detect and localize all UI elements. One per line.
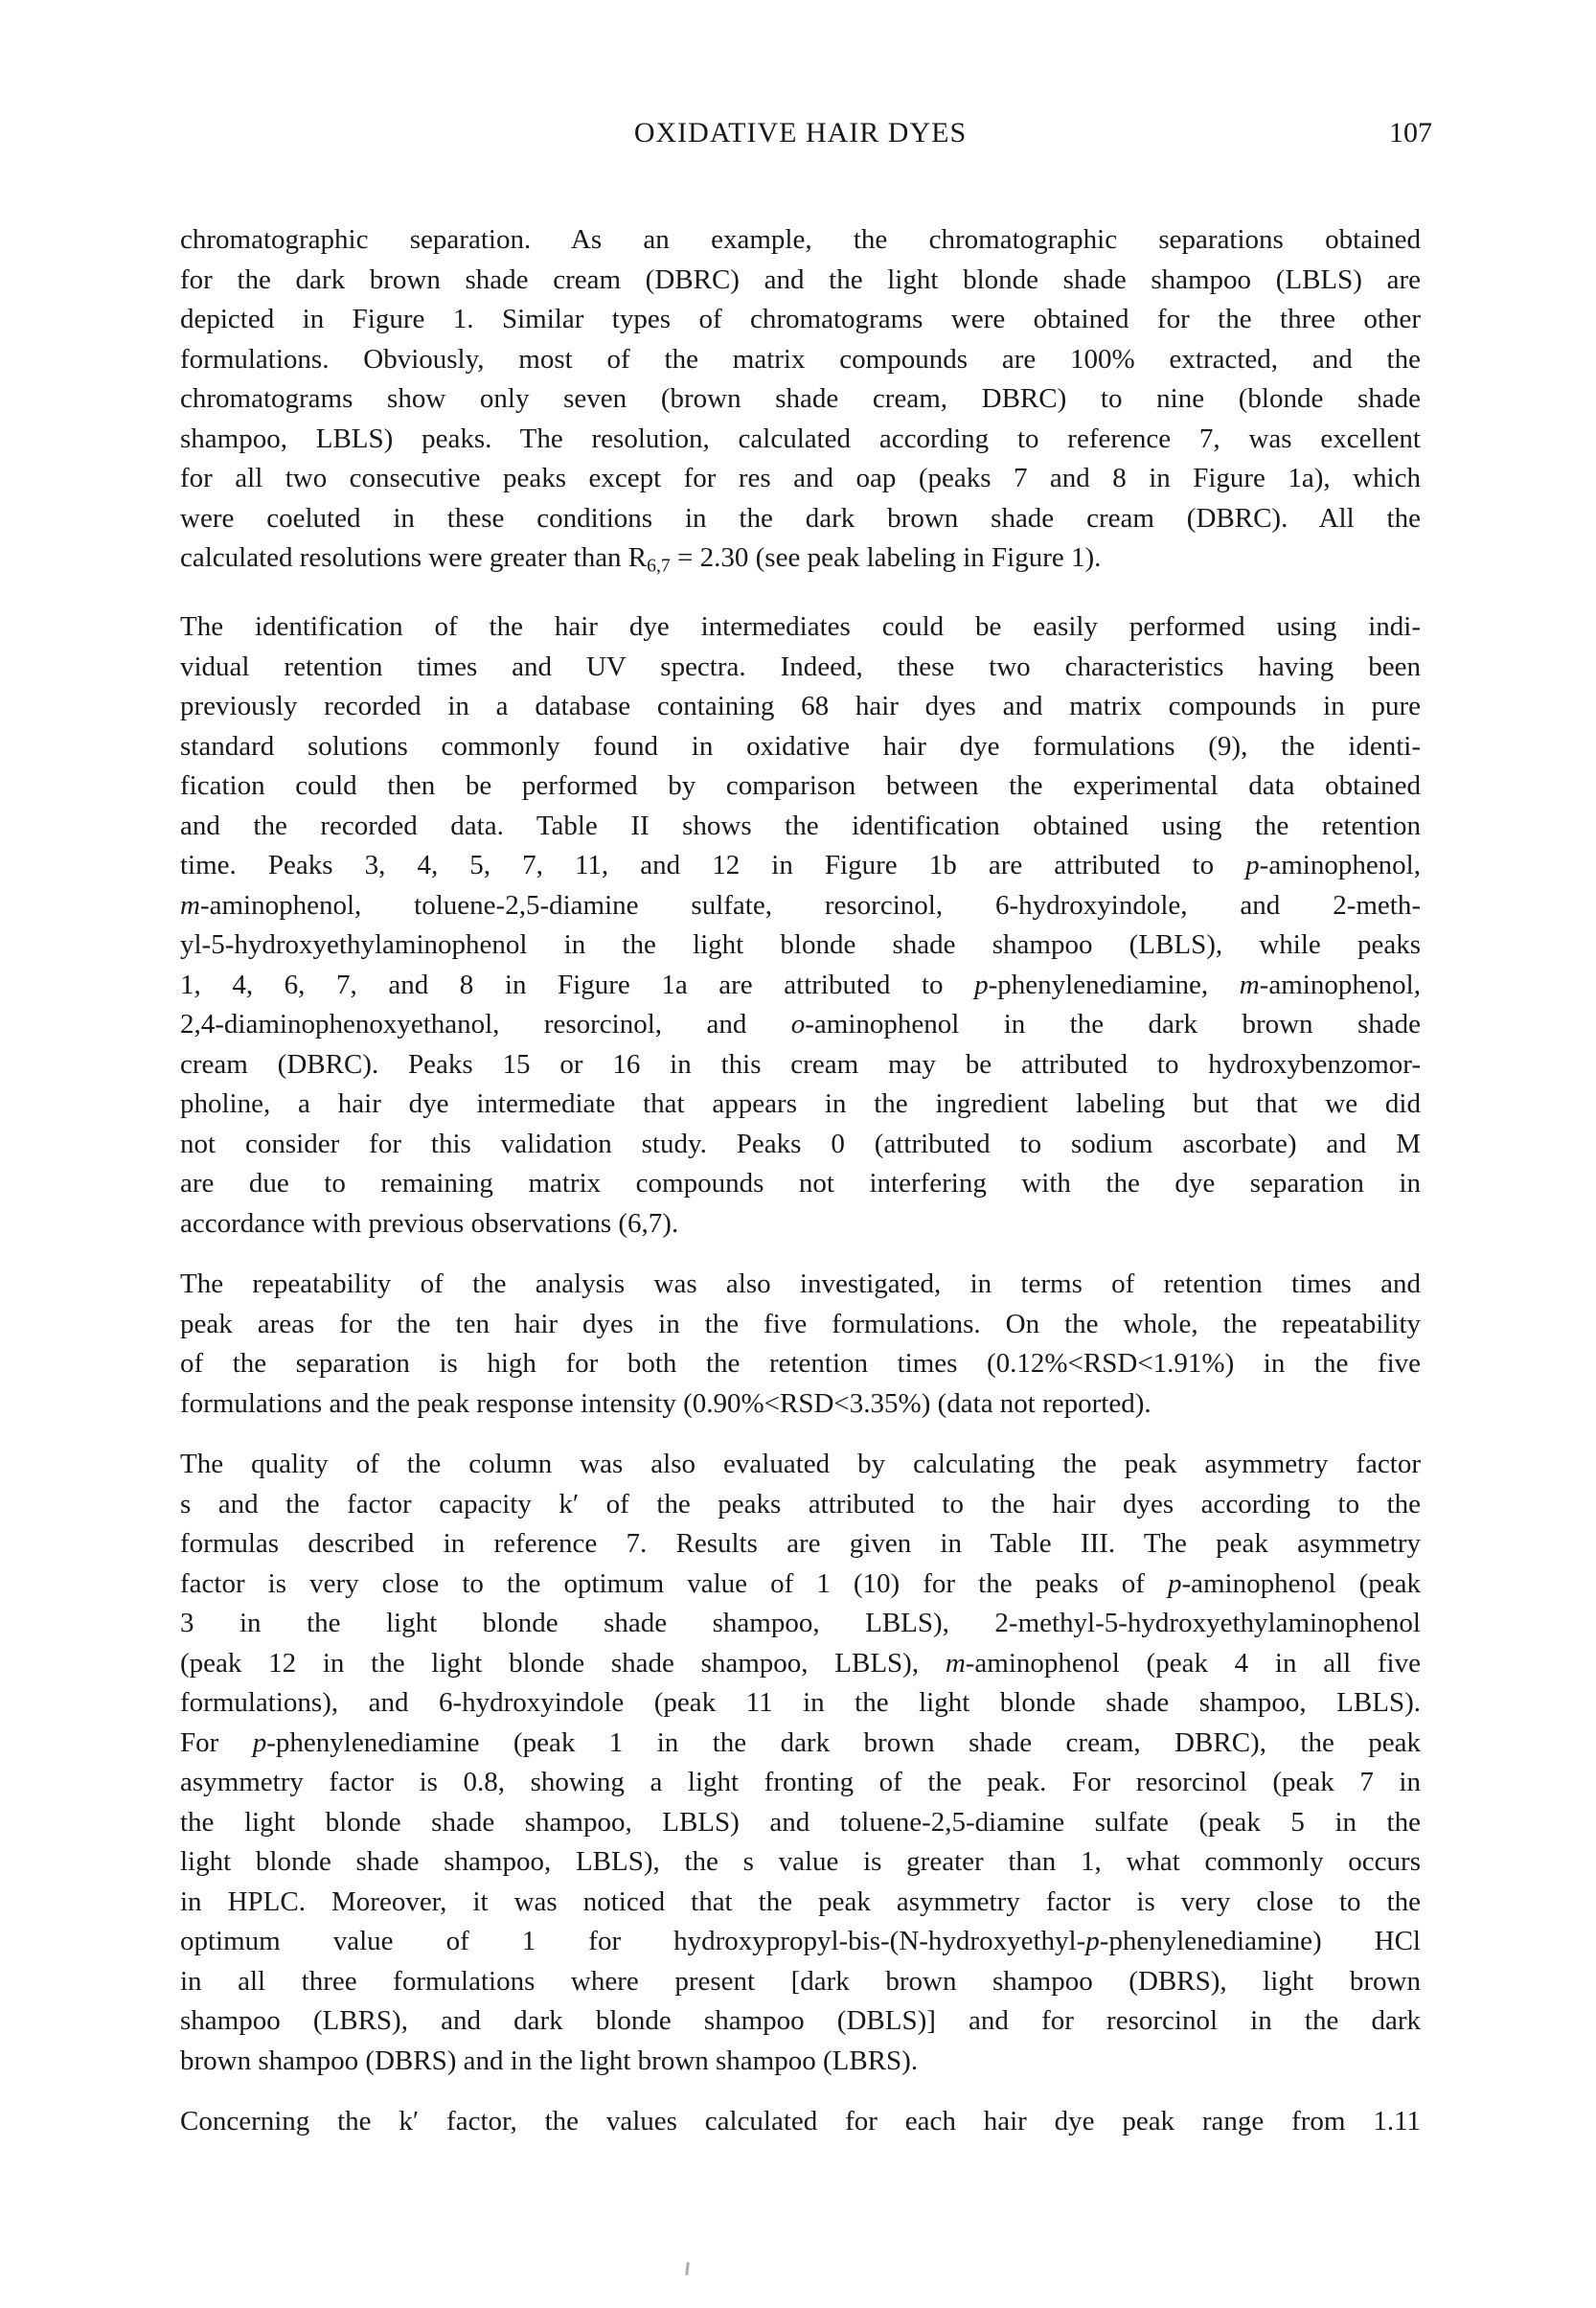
- text-line: For p-phenylenediamine (peak 1 in the dark brown shade cream, DBRC), the peak: [180, 1726, 1421, 1758]
- text-line: peak areas for the ten hair dyes in the five formulations. On the whole, the repeatability: [180, 1308, 1421, 1339]
- text-line: The repeatability of the analysis was also investigated, in terms of retention times and: [180, 1268, 1421, 1300]
- paragraph: [180, 2102, 1421, 2142]
- text-line: 1, 4, 6, 7, and 8 in Figure 1a are attributed to p-phenylenediamine, m-aminophenol,: [180, 969, 1421, 1000]
- text-line: asymmetry factor is 0.8, showing a light fronting of the peak. For resorcinol (peak 7 in: [180, 1767, 1421, 1798]
- paragraph: [180, 607, 1421, 1244]
- text-line: are due to remaining matrix compounds not interfering with the dye separation in: [180, 1168, 1421, 1200]
- text-line: yl-5-hydroxyethylaminophenol in the light blonde shade shampoo (LBLS), while peaks: [180, 929, 1421, 961]
- text-line: shampoo, LBLS) peaks. The resolution, calculated according to reference 7, was excellent: [180, 423, 1421, 454]
- text-line: (peak 12 in the light blonde shade shampoo, LBLS), m-aminophenol (peak 4 in all five: [180, 1647, 1421, 1679]
- text-line: in all three formulations where present [dark brown shampoo (DBRS), light brown: [180, 1965, 1421, 1997]
- page-number: 107: [1389, 117, 1432, 149]
- text-line: pholine, a hair dye intermediate that appears in the ingredient labeling but that we did: [180, 1088, 1421, 1120]
- paragraph: [180, 1265, 1421, 1424]
- text-line: for all two consecutive peaks except for res and oap (peaks 7 and 8 in Figure 1a), which: [180, 463, 1421, 493]
- text-line: vidual retention times and UV spectra. Indeed, these two characteristics having been: [180, 651, 1421, 682]
- text-line: Concerning the k′ factor, the values calculated for each hair dye peak range from 1.11: [180, 2106, 1421, 2137]
- text-line: 3 in the light blonde shade shampoo, LBLS), 2-methyl-5-hydroxyethylaminophenol: [180, 1608, 1421, 1639]
- text-line: chromatographic separation. As an example, the chromatographic separations obtained: [180, 224, 1421, 255]
- text-line: standard solutions commonly found in oxidative hair dye formulations (9), the identi-: [180, 730, 1421, 762]
- text-line: factor is very close to the optimum value of 1 (10) for the peaks of p-aminophenol (peak: [180, 1567, 1421, 1599]
- text-line: in HPLC. Moreover, it was noticed that the peak asymmetry factor is very close to the: [180, 1885, 1421, 1917]
- text-line: light blonde shade shampoo, LBLS), the s value is greater than 1, what commonly occurs: [180, 1846, 1421, 1878]
- text-line: s and the factor capacity k′ of the peaks attributed to the hair dyes according to the: [180, 1488, 1421, 1520]
- text-line: depicted in Figure 1. Similar types of chromatograms were obtained for the three other: [180, 304, 1421, 334]
- text-line: formulations), and 6-hydroxyindole (peak 11 in the light blonde shade shampoo, LBLS).: [180, 1687, 1421, 1719]
- text-line: of the separation is high for both the retention times (0.12%<RSD<1.91%) in the five: [180, 1348, 1421, 1380]
- text-line: formulations and the peak response intensity (0.90%<RSD<3.35%) (data not reported).: [180, 1387, 1151, 1419]
- text-line: brown shampoo (DBRS) and in the light brown shampoo (LBRS).: [180, 2045, 919, 2076]
- text-line: previously recorded in a database containing 68 hair dyes and matrix compounds in pure: [180, 691, 1421, 722]
- body-text: [180, 220, 1421, 2163]
- text-line: formulations. Obviously, most of the matrix compounds are 100% extracted, and the: [180, 343, 1421, 375]
- text-line: shampoo (LBRS), and dark blonde shampoo (DBLS)] and for resorcinol in the dark: [180, 2005, 1421, 2037]
- text-line: time. Peaks 3, 4, 5, 7, 11, and 12 in Figure 1b are attributed to p-aminophenol,: [180, 850, 1421, 881]
- text-line: formulas described in reference 7. Results are given in Table III. The peak asymmetry: [180, 1528, 1421, 1560]
- text-line: calculated resolutions were greater than $R_{6,7} = 2.30$ (see peak labeling in Figure 1).: [180, 542, 1102, 577]
- page-header: [180, 117, 1432, 157]
- text-line: m-aminophenol, toluene-2,5-diamine sulfate, resorcinol, 6-hydroxyindole, and 2-meth-: [180, 889, 1421, 921]
- text-line: not consider for this validation study. Peaks 0 (attributed to sodium ascorbate) and M: [180, 1128, 1421, 1159]
- text-line: chromatograms show only seven (brown shade cream, DBRC) to nine (blonde shade: [180, 383, 1421, 414]
- paragraph: [180, 220, 1421, 586]
- text-line: accordance with previous observations (6,7).: [180, 1207, 679, 1239]
- text-line: the light blonde shade shampoo, LBLS) and toluene-2,5-diamine sulfate (peak 5 in the: [180, 1806, 1421, 1838]
- text-line: 2,4-diaminophenoxyethanol, resorcinol, and o-aminophenol in the dark brown shade: [180, 1009, 1421, 1040]
- page-title: OXIDATIVE HAIR DYES: [633, 117, 968, 149]
- text-line: The identification of the hair dye intermediates could be easily performed using indi-: [180, 611, 1421, 643]
- text-line: fication could then be performed by comparison between the experimental data obtained: [180, 770, 1421, 802]
- scan-artifact-mark: [685, 2262, 690, 2275]
- text-line: optimum value of 1 for hydroxypropyl-bis-(N-hydroxyethyl-p-phenylenediamine) HCl: [180, 1926, 1421, 1957]
- text-line: The quality of the column was also evaluated by calculating the peak asymmetry factor: [180, 1449, 1421, 1480]
- text-line: and the recorded data. Table II shows the identification obtained using the retention: [180, 810, 1421, 841]
- text-line: cream (DBRC). Peaks 15 or 16 in this cream may be attributed to hydroxybenzomor-: [180, 1048, 1421, 1080]
- text-line: were coeluted in these conditions in the dark brown shade cream (DBRC). All the: [180, 502, 1421, 534]
- text-line: for the dark brown shade cream (DBRC) and the light blonde shade shampoo (LBLS) are: [180, 263, 1421, 295]
- paragraph: [180, 1445, 1421, 2081]
